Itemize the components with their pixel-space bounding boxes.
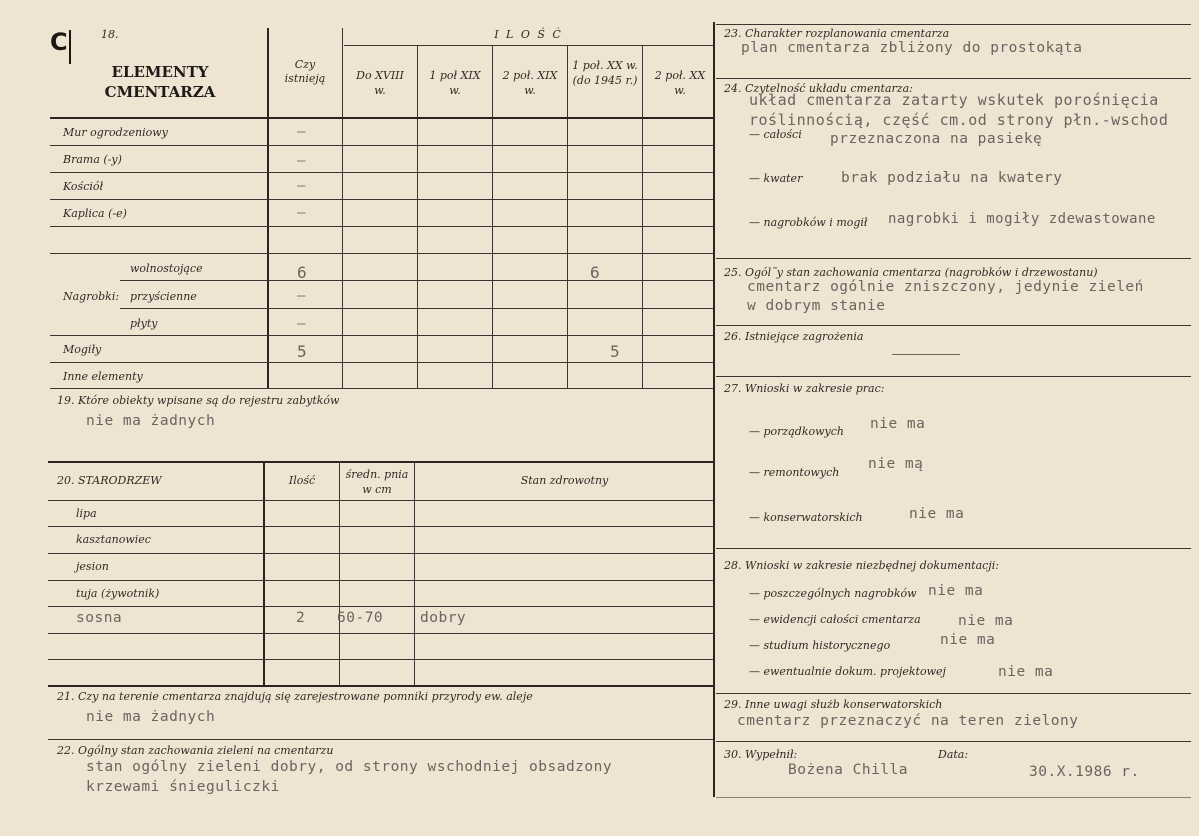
- wolno-1polxx-value: 6: [590, 263, 601, 282]
- s28-c-label: — studium historycznego: [749, 639, 891, 652]
- col-1pol-xix: 1 poł XIX w.: [429, 69, 481, 97]
- row-brama: Brama (-y): [63, 153, 122, 166]
- row-kosciol: Kościół: [63, 180, 104, 193]
- s30-data-label: Data:: [938, 748, 969, 761]
- row-plyty: płyty: [130, 317, 158, 330]
- divider: [417, 46, 418, 388]
- s22-line2: krzewami śnieguliczki: [86, 779, 280, 795]
- s26-label: 26. Istniejące zagrożenia: [724, 330, 864, 343]
- przysc-czy-value: —: [297, 288, 306, 304]
- tree-sosna: sosna: [76, 610, 123, 626]
- s27-porzadkowych-label: — porządkowych: [749, 425, 844, 438]
- mur-czy-value: —: [297, 124, 306, 140]
- mogily-czy-value: 5: [297, 342, 308, 361]
- s29-value: cmentarz przeznaczyć na teren zielony: [737, 713, 1079, 729]
- divider: [50, 388, 713, 389]
- s25-line2: w dobrym stanie: [747, 298, 886, 314]
- divider: [50, 335, 713, 336]
- plyty-czy-value: —: [297, 316, 306, 332]
- divider: [642, 46, 643, 388]
- s28-label: 28. Wnioski w zakresie niezbędnej dokumentacji:: [724, 559, 999, 572]
- divider: [48, 580, 713, 581]
- brama-czy-value: —: [297, 153, 306, 169]
- divider: [50, 226, 713, 227]
- divider: [339, 461, 340, 685]
- kosciol-czy-value: —: [297, 178, 306, 194]
- tree-jesion: jesion: [76, 560, 109, 573]
- s20-stan-header: Stan zdrowotny: [520, 474, 609, 487]
- s20-label: 20. STARODRZEW: [57, 474, 162, 487]
- divider: [50, 117, 713, 119]
- divider: [48, 500, 713, 501]
- s30-name: Bożena Chilla: [788, 762, 908, 778]
- divider: [344, 45, 713, 46]
- elements-title-line1: ELEMENTY: [111, 63, 209, 81]
- row-inne-elementy: Inne elementy: [63, 370, 143, 383]
- mogily-1polxx-value: 5: [610, 342, 621, 361]
- s27-remontowych-value: nie mą: [868, 456, 924, 472]
- divider: [48, 526, 713, 527]
- col-2pol-xx: 2 poł. XX w.: [654, 69, 706, 97]
- s24-kwater-value: brak podziału na kwatery: [841, 170, 1063, 186]
- divider: [414, 461, 415, 685]
- elements-title: [90, 62, 230, 102]
- sosna-srednica: 60-70: [337, 610, 384, 626]
- divider: [716, 78, 1191, 79]
- s27-label: 27. Wnioski w zakresie prac:: [724, 382, 885, 395]
- divider: [50, 172, 713, 173]
- sosna-ilosc: 2: [296, 610, 306, 626]
- s24-label: 24. Czytelność układu cmentarza:: [724, 82, 913, 95]
- s29-label: 29. Inne uwagi służb konserwatorskich: [724, 698, 943, 711]
- row-mur: Mur ogrodzeniowy: [63, 126, 168, 139]
- s24-line2: roślinnością, część cm.od strony płn.-wschod: [749, 111, 1169, 129]
- divider: [120, 280, 713, 281]
- form-logo: C: [50, 28, 68, 56]
- divider: [716, 548, 1191, 549]
- s22-label: 22. Ogólny stan zachowania zieleni na cmentarzu: [57, 744, 334, 757]
- divider: [50, 145, 713, 146]
- row-wolnostojace: wolnostojące: [130, 262, 203, 275]
- logo-bar: [69, 30, 71, 64]
- s27-konserwatorskich-value: nie ma: [909, 506, 965, 522]
- s20-sredn-header: średn. pnia w cm: [345, 468, 409, 496]
- s25-line1: cmentarz ogólnie zniszczony, jedynie zieleń: [747, 279, 1144, 295]
- row-przyscienne: przyścienne: [130, 290, 197, 303]
- wolno-czy-value: 6: [297, 263, 308, 282]
- divider: [120, 308, 713, 309]
- row-nagrobki: Nagrobki:: [63, 290, 120, 303]
- divider: [48, 606, 713, 607]
- divider: [50, 362, 713, 363]
- s28-b-value: nie ma: [958, 613, 1014, 629]
- s19-label: 19. Które obiekty wpisane są do rejestru zabytków: [57, 394, 340, 407]
- s27-konserwatorskich-label: — konserwatorskich: [749, 511, 863, 524]
- section-number: 18.: [101, 28, 119, 41]
- s23-value: plan cmentarza zbliżony do prostokąta: [741, 40, 1083, 56]
- row-kaplica: Kaplica (-e): [63, 207, 127, 220]
- divider: [48, 553, 713, 554]
- divider: [716, 376, 1191, 377]
- divider: [50, 199, 713, 200]
- divider: [48, 633, 713, 634]
- divider: [567, 46, 568, 388]
- s28-d-label: — ewentualnie dokum. projektowej: [749, 665, 946, 678]
- tree-lipa: lipa: [76, 507, 97, 520]
- divider: [267, 28, 269, 388]
- s27-porzadkowych-value: nie ma: [870, 416, 926, 432]
- kaplica-czy-value: —: [297, 205, 306, 221]
- divider: [713, 22, 715, 797]
- row-mogily: Mogiły: [63, 343, 102, 356]
- col-do-xviii: Do XVIII w.: [356, 69, 404, 97]
- s24-nagrobkow-value: nagrobki i mogiły zdewastowane: [888, 211, 1156, 227]
- divider: [50, 253, 713, 254]
- s24-calosci-label: — całości: [749, 128, 802, 141]
- col-2pol-xix: 2 poł. XIX w.: [502, 69, 558, 97]
- s24-line1: układ cmentarza zatarty wskutek porośnięcia: [749, 91, 1159, 109]
- s21-value: nie ma żadnych: [86, 709, 216, 725]
- s30-date: 30.X.1986 r.: [1029, 764, 1140, 780]
- divider: [716, 797, 1191, 798]
- s23-label: 23. Charakter rozplanowania cmentarza: [724, 27, 950, 40]
- s30-label: 30. Wypełnił:: [724, 748, 798, 761]
- divider: [492, 46, 493, 388]
- divider: [263, 461, 265, 685]
- divider: [342, 28, 343, 388]
- s28-b-label: — ewidencji całości cmentarza: [749, 613, 921, 626]
- divider: [48, 659, 713, 660]
- s26-underline: [892, 354, 960, 355]
- s27-remontowych-label: — remontowych: [749, 466, 840, 479]
- tree-tuja: tuja (żywotnik): [76, 587, 160, 600]
- elements-title-line2: CMENTARZA: [104, 83, 216, 101]
- s22-line1: stan ogólny zieleni dobry, od strony wschodniej obsadzony: [86, 759, 613, 775]
- s25-label: 25. Ogól˜y stan zachowania cmentarza (nagrobków i drzewostanu): [724, 266, 1098, 279]
- s20-ilosc-header: Ilość: [288, 474, 316, 487]
- divider: [716, 325, 1191, 326]
- tree-kasztanowiec: kasztanowiec: [76, 533, 151, 546]
- s19-value: nie ma żadnych: [86, 413, 216, 429]
- s21-label: 21. Czy na terenie cmentarza znajdują się zarejestrowane pomniki przyrody ew. aleje: [57, 690, 533, 703]
- s24-nagrobkow-label: — nagrobków i mogił: [749, 216, 868, 229]
- sosna-stan: dobry: [420, 610, 467, 626]
- divider: [48, 461, 713, 463]
- col-1pol-xx: 1 poł. XX w. (do 1945 r.): [572, 59, 638, 87]
- divider: [48, 685, 713, 687]
- divider: [716, 258, 1191, 259]
- s28-d-value: nie ma: [998, 664, 1054, 680]
- divider: [716, 741, 1191, 742]
- s24-calosci-value: przeznaczona na pasiekę: [830, 131, 1043, 147]
- col-czy-istnieja: Czy istnieją: [284, 58, 326, 85]
- divider: [716, 24, 1191, 25]
- divider: [716, 693, 1191, 694]
- s28-a-value: nie ma: [928, 583, 984, 599]
- ilosc-header: I L O Ś Ć: [494, 28, 563, 41]
- s28-c-value: nie ma: [940, 632, 996, 648]
- s28-a-label: — poszczególnych nagrobków: [749, 587, 917, 600]
- s24-kwater-label: — kwater: [749, 172, 803, 185]
- divider: [48, 739, 713, 740]
